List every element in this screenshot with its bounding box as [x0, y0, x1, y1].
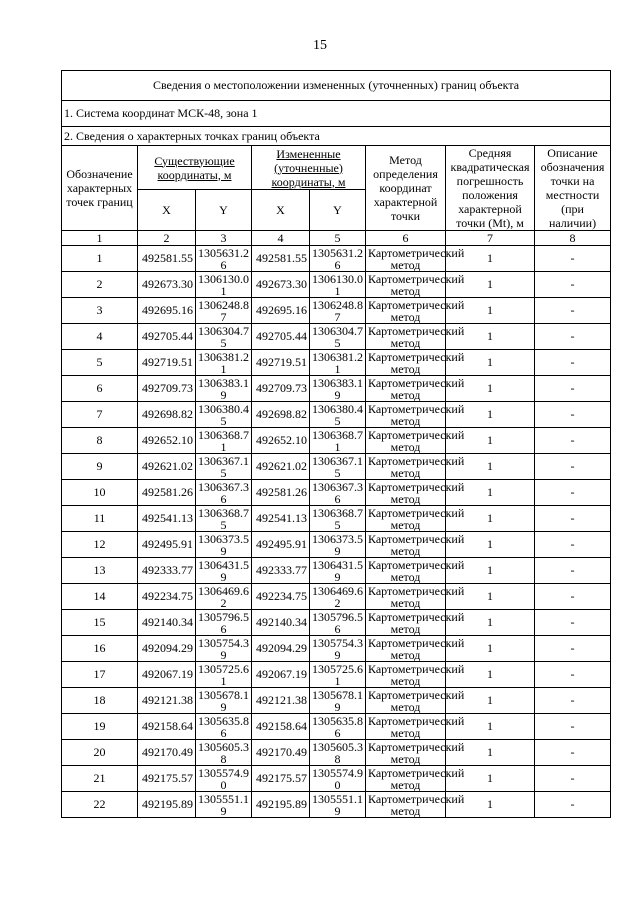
column-number: 4: [252, 231, 310, 246]
description-cell: -: [535, 376, 611, 402]
changed-x-cell: 492121.38: [252, 688, 310, 714]
method-cell: Картометрический метод: [366, 376, 446, 402]
point-number: 16: [62, 636, 138, 662]
existing-x-cell: 492705.44: [138, 324, 196, 350]
method-cell: Картометрический метод: [366, 662, 446, 688]
changed-y-cell: 1305551.19: [310, 792, 366, 818]
existing-y-cell: 1305551.19: [196, 792, 252, 818]
table-row: [62, 246, 611, 272]
description-cell: -: [535, 584, 611, 610]
header-existing-coords: [138, 146, 252, 190]
method-cell: Картометрический метод: [366, 402, 446, 428]
existing-y-cell: 1306383.19: [196, 376, 252, 402]
method-cell: Картометрический метод: [366, 246, 446, 272]
method-cell: Картометрический метод: [366, 350, 446, 376]
changed-y-cell: 1306431.59: [310, 558, 366, 584]
existing-y-cell: 1306368.71: [196, 428, 252, 454]
changed-y-cell: 1306367.36: [310, 480, 366, 506]
changed-y-cell: 1306380.45: [310, 402, 366, 428]
changed-y-cell: 1305754.39: [310, 636, 366, 662]
existing-y-cell: 1305754.39: [196, 636, 252, 662]
existing-y-cell: 1305635.86: [196, 714, 252, 740]
changed-y-cell: 1306469.62: [310, 584, 366, 610]
error-cell: 1: [446, 454, 535, 480]
method-cell: Картометрический метод: [366, 584, 446, 610]
column-number: 1: [62, 231, 138, 246]
column-numbers-row: [62, 231, 611, 246]
method-cell: Картометрический метод: [366, 558, 446, 584]
table-row: [62, 298, 611, 324]
table-row: [62, 350, 611, 376]
point-number: 22: [62, 792, 138, 818]
description-cell: -: [535, 662, 611, 688]
error-cell: 1: [446, 376, 535, 402]
header-existing-text: Существующие координаты, м: [154, 153, 235, 182]
changed-x-cell: 492621.02: [252, 454, 310, 480]
table-title: Сведения о местоположении измененных (уточненных) границ объекта: [62, 71, 611, 101]
error-cell: 1: [446, 506, 535, 532]
table-row: [62, 376, 611, 402]
method-cell: Картометрический метод: [366, 766, 446, 792]
column-number: 2: [138, 231, 196, 246]
table-row: [62, 584, 611, 610]
point-number: 4: [62, 324, 138, 350]
changed-x-cell: 492234.75: [252, 584, 310, 610]
changed-x-cell: 492170.49: [252, 740, 310, 766]
method-cell: Картометрический метод: [366, 610, 446, 636]
changed-y-cell: 1306304.75: [310, 324, 366, 350]
description-cell: -: [535, 714, 611, 740]
changed-y-cell: 1305631.26: [310, 246, 366, 272]
existing-x-cell: 492175.57: [138, 766, 196, 792]
table-row: [62, 792, 611, 818]
existing-x-cell: 492140.34: [138, 610, 196, 636]
point-number: 13: [62, 558, 138, 584]
column-number: 5: [310, 231, 366, 246]
existing-y-cell: 1306380.45: [196, 402, 252, 428]
changed-y-cell: 1306368.75: [310, 506, 366, 532]
existing-x-cell: 492195.89: [138, 792, 196, 818]
point-number: 18: [62, 688, 138, 714]
method-cell: Картометрический метод: [366, 740, 446, 766]
description-cell: -: [535, 324, 611, 350]
existing-y-cell: 1305725.61: [196, 662, 252, 688]
existing-x-cell: 492719.51: [138, 350, 196, 376]
changed-x-cell: 492140.34: [252, 610, 310, 636]
error-cell: 1: [446, 662, 535, 688]
table-row: [62, 324, 611, 350]
changed-x-cell: 492195.89: [252, 792, 310, 818]
existing-y-cell: 1306367.36: [196, 480, 252, 506]
header-changed-text: Измененные (уточненные) координаты, м: [271, 146, 346, 189]
changed-y-cell: 1305678.19: [310, 688, 366, 714]
method-cell: Картометрический метод: [366, 298, 446, 324]
changed-x-cell: 492333.77: [252, 558, 310, 584]
description-cell: -: [535, 272, 611, 298]
description-cell: -: [535, 766, 611, 792]
description-cell: -: [535, 636, 611, 662]
existing-x-cell: 492170.49: [138, 740, 196, 766]
changed-x-cell: 492698.82: [252, 402, 310, 428]
existing-x-cell: 492698.82: [138, 402, 196, 428]
existing-x-cell: 492621.02: [138, 454, 196, 480]
point-number: 3: [62, 298, 138, 324]
changed-x-cell: 492158.64: [252, 714, 310, 740]
existing-y-cell: 1306130.01: [196, 272, 252, 298]
changed-x-cell: 492695.16: [252, 298, 310, 324]
points-section-title: 2. Сведения о характерных точках границ объекта: [62, 127, 611, 146]
error-cell: 1: [446, 584, 535, 610]
existing-x-cell: 492333.77: [138, 558, 196, 584]
existing-x-cell: 492094.29: [138, 636, 196, 662]
table-row: [62, 454, 611, 480]
description-cell: -: [535, 532, 611, 558]
existing-y-cell: 1305574.90: [196, 766, 252, 792]
changed-x-cell: 492067.19: [252, 662, 310, 688]
changed-x-cell: 492705.44: [252, 324, 310, 350]
method-cell: Картометрический метод: [366, 272, 446, 298]
coordinate-system: 1. Система координат МСК-48, зона 1: [62, 101, 611, 127]
description-cell: -: [535, 350, 611, 376]
existing-x-cell: 492495.91: [138, 532, 196, 558]
error-cell: 1: [446, 636, 535, 662]
existing-y-cell: 1305678.19: [196, 688, 252, 714]
existing-x-cell: 492234.75: [138, 584, 196, 610]
changed-y-cell: 1306367.15: [310, 454, 366, 480]
error-cell: 1: [446, 740, 535, 766]
existing-x-cell: 492581.26: [138, 480, 196, 506]
changed-x-cell: 492541.13: [252, 506, 310, 532]
existing-y-cell: 1306367.15: [196, 454, 252, 480]
error-cell: 1: [446, 350, 535, 376]
changed-y-cell: 1306368.71: [310, 428, 366, 454]
column-number: 3: [196, 231, 252, 246]
error-cell: 1: [446, 610, 535, 636]
existing-x-cell: 492581.55: [138, 246, 196, 272]
table-row: [62, 662, 611, 688]
point-number: 19: [62, 714, 138, 740]
error-cell: 1: [446, 246, 535, 272]
table-row: [62, 272, 611, 298]
description-cell: -: [535, 688, 611, 714]
table-row: [62, 636, 611, 662]
changed-x-cell: 492581.26: [252, 480, 310, 506]
point-number: 12: [62, 532, 138, 558]
changed-y-cell: 1305725.61: [310, 662, 366, 688]
changed-x-cell: 492673.30: [252, 272, 310, 298]
existing-x-cell: 492709.73: [138, 376, 196, 402]
point-number: 7: [62, 402, 138, 428]
existing-y-cell: 1306431.59: [196, 558, 252, 584]
changed-x-cell: 492581.55: [252, 246, 310, 272]
method-cell: Картометрический метод: [366, 636, 446, 662]
table-row: [62, 740, 611, 766]
changed-y-cell: 1305574.90: [310, 766, 366, 792]
existing-y-cell: 1306381.21: [196, 350, 252, 376]
method-cell: Картометрический метод: [366, 324, 446, 350]
table-row: [62, 480, 611, 506]
existing-y-cell: 1306469.62: [196, 584, 252, 610]
description-cell: -: [535, 610, 611, 636]
changed-y-cell: 1305635.86: [310, 714, 366, 740]
existing-y-cell: 1306248.87: [196, 298, 252, 324]
existing-y-cell: 1306304.75: [196, 324, 252, 350]
description-cell: -: [535, 428, 611, 454]
point-number: 5: [62, 350, 138, 376]
existing-x-cell: 492652.10: [138, 428, 196, 454]
error-cell: 1: [446, 428, 535, 454]
method-cell: Картометрический метод: [366, 506, 446, 532]
description-cell: -: [535, 506, 611, 532]
existing-x-cell: 492541.13: [138, 506, 196, 532]
changed-x-cell: 492094.29: [252, 636, 310, 662]
point-number: 8: [62, 428, 138, 454]
changed-x-cell: 492175.57: [252, 766, 310, 792]
table-row: [62, 506, 611, 532]
changed-x-cell: 492709.73: [252, 376, 310, 402]
page-number: 15: [313, 38, 327, 53]
method-cell: Картометрический метод: [366, 480, 446, 506]
method-cell: Картометрический метод: [366, 714, 446, 740]
method-cell: Картометрический метод: [366, 792, 446, 818]
point-number: 6: [62, 376, 138, 402]
existing-y-cell: 1305605.38: [196, 740, 252, 766]
table-row: [62, 688, 611, 714]
description-cell: -: [535, 792, 611, 818]
error-cell: 1: [446, 532, 535, 558]
point-number: 15: [62, 610, 138, 636]
existing-y-cell: 1306373.59: [196, 532, 252, 558]
changed-x-cell: 492719.51: [252, 350, 310, 376]
header-description: Описание обозначения точки на местности (при наличии): [535, 146, 611, 231]
column-number: 6: [366, 231, 446, 246]
changed-y-cell: 1306248.87: [310, 298, 366, 324]
changed-y-cell: 1306383.19: [310, 376, 366, 402]
table-row: [62, 610, 611, 636]
error-cell: 1: [446, 402, 535, 428]
header-changed-coords: [252, 146, 366, 190]
method-cell: Картометрический метод: [366, 688, 446, 714]
header-method: Метод определения координат характерной точки: [366, 146, 446, 231]
error-cell: 1: [446, 324, 535, 350]
point-number: 21: [62, 766, 138, 792]
table-row: [62, 558, 611, 584]
method-cell: Картометрический метод: [366, 454, 446, 480]
description-cell: -: [535, 454, 611, 480]
point-number: 9: [62, 454, 138, 480]
table-row: [62, 766, 611, 792]
error-cell: 1: [446, 298, 535, 324]
description-cell: -: [535, 402, 611, 428]
point-number: 17: [62, 662, 138, 688]
error-cell: 1: [446, 480, 535, 506]
existing-x-cell: 492067.19: [138, 662, 196, 688]
table-row: [62, 714, 611, 740]
description-cell: -: [535, 298, 611, 324]
changed-y-cell: 1305605.38: [310, 740, 366, 766]
point-number: 2: [62, 272, 138, 298]
description-cell: -: [535, 558, 611, 584]
table-row: [62, 428, 611, 454]
header-existing-x: X: [138, 190, 196, 231]
boundary-points-table: [61, 70, 611, 818]
point-number: 11: [62, 506, 138, 532]
header-changed-y: Y: [310, 190, 366, 231]
point-number: 20: [62, 740, 138, 766]
column-number: 7: [446, 231, 535, 246]
changed-y-cell: 1306381.21: [310, 350, 366, 376]
existing-x-cell: 492121.38: [138, 688, 196, 714]
changed-y-cell: 1306373.59: [310, 532, 366, 558]
method-cell: Картометрический метод: [366, 532, 446, 558]
changed-y-cell: 1306130.01: [310, 272, 366, 298]
description-cell: -: [535, 480, 611, 506]
point-number: 1: [62, 246, 138, 272]
header-existing-y: Y: [196, 190, 252, 231]
changed-x-cell: 492652.10: [252, 428, 310, 454]
error-cell: 1: [446, 688, 535, 714]
column-number: 8: [535, 231, 611, 246]
header-point: Обозначение характерных точек границ: [62, 146, 138, 231]
description-cell: -: [535, 246, 611, 272]
existing-x-cell: 492673.30: [138, 272, 196, 298]
table-row: [62, 532, 611, 558]
existing-y-cell: 1305631.26: [196, 246, 252, 272]
error-cell: 1: [446, 272, 535, 298]
method-cell: Картометрический метод: [366, 428, 446, 454]
changed-x-cell: 492495.91: [252, 532, 310, 558]
existing-x-cell: 492695.16: [138, 298, 196, 324]
description-cell: -: [535, 740, 611, 766]
error-cell: 1: [446, 792, 535, 818]
changed-y-cell: 1305796.56: [310, 610, 366, 636]
error-cell: 1: [446, 766, 535, 792]
header-error: Средняя квадратическая погрешность положения характерной точки (Mt), м: [446, 146, 535, 231]
point-number: 10: [62, 480, 138, 506]
header-changed-x: X: [252, 190, 310, 231]
point-number: 14: [62, 584, 138, 610]
error-cell: 1: [446, 558, 535, 584]
existing-y-cell: 1306368.75: [196, 506, 252, 532]
error-cell: 1: [446, 714, 535, 740]
existing-y-cell: 1305796.56: [196, 610, 252, 636]
existing-x-cell: 492158.64: [138, 714, 196, 740]
table-row: [62, 402, 611, 428]
